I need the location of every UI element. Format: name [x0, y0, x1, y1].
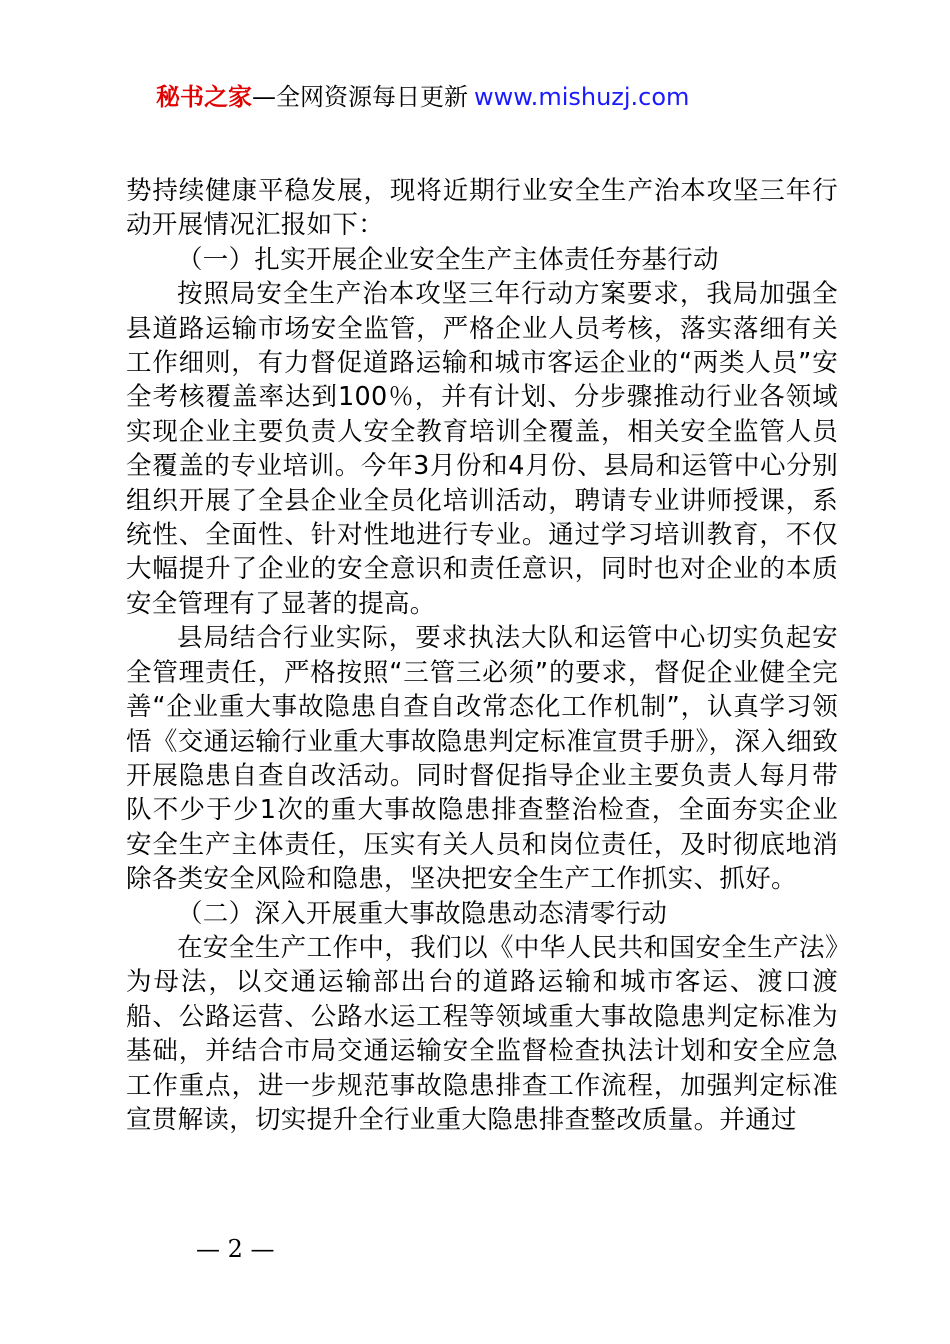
brand-name: 秘书之家 — [156, 83, 252, 111]
page-number: — 2 — — [196, 1235, 275, 1263]
paragraph: 按照局安全生产治本攻坚三年行动方案要求，我局加强全县道路运输市场安全监管，严格企业人员考核，落实落细有关工作细则，有力督促道路运输和城市客运企业的“两类人员”安全考核覆盖率达到100％，并有计划、分步骤推动行业各领域实现企业主要负责人安全教育培训全覆盖，相关安全监管人员全覆盖的专业培训。今年3月份和4月份、县局和运管中心分别组织开展了全县企业全员化培训活动，聘请专业讲师授课，系统性、全面性、针对性地进行专业。通过学习培训教育，不仅大幅提升了企业的安全意识和责任意识，同时也对企业的本质安全管理有了显著的提高。 — [126, 279, 838, 619]
paragraph: 县局结合行业实际，要求执法大队和运管中心切实负起安全管理责任，严格按照“三管三必须”的要求，督促企业健全完善“企业重大事故隐患自查自改常态化工作机制”，认真学习领悟《交通运输行业重大事故隐患判定标准宣贯手册》，深入细致开展隐患自查自改活动。同时督促指导企业主要负责人每月带队不少于少1次的重大事故隐患排查整治检查，全面夯实企业安全生产主体责任，压实有关人员和岗位责任，及时彻底地消除各类安全风险和隐患，坚决把安全生产工作抓实、抓好。 — [126, 623, 838, 895]
header-dash: — — [252, 83, 276, 111]
paragraph: 在安全生产工作中，我们以《中华人民共和国安全生产法》为母法，以交通运输部出台的道路运输和城市客运、渡口渡船、公路运营、公路水运工程等领域重大事故隐患判定标准为基础，并结合市局交通运输安全监督检查执法计划和安全应急工作重点，进一步规范事故隐患排查工作流程，加强判定标准宣贯解读，切实提升全行业重大隐患排查整改质量。并通过 — [126, 932, 838, 1135]
section-heading-1: （一）扎实开展企业安全生产主体责任夯基行动 — [177, 244, 719, 275]
document-body — [126, 174, 838, 1137]
site-url-link[interactable]: www.mishuzj.com — [474, 83, 690, 111]
paragraph-continuation: 势持续健康平稳发展，现将近期行业安全生产治本攻坚三年行动开展情况汇报如下： — [126, 176, 838, 241]
section-heading-2: （二）深入开展重大事故隐患动态清零行动 — [177, 898, 668, 929]
header-slogan: 全网资源每日更新 — [276, 83, 468, 111]
site-header — [156, 82, 689, 112]
